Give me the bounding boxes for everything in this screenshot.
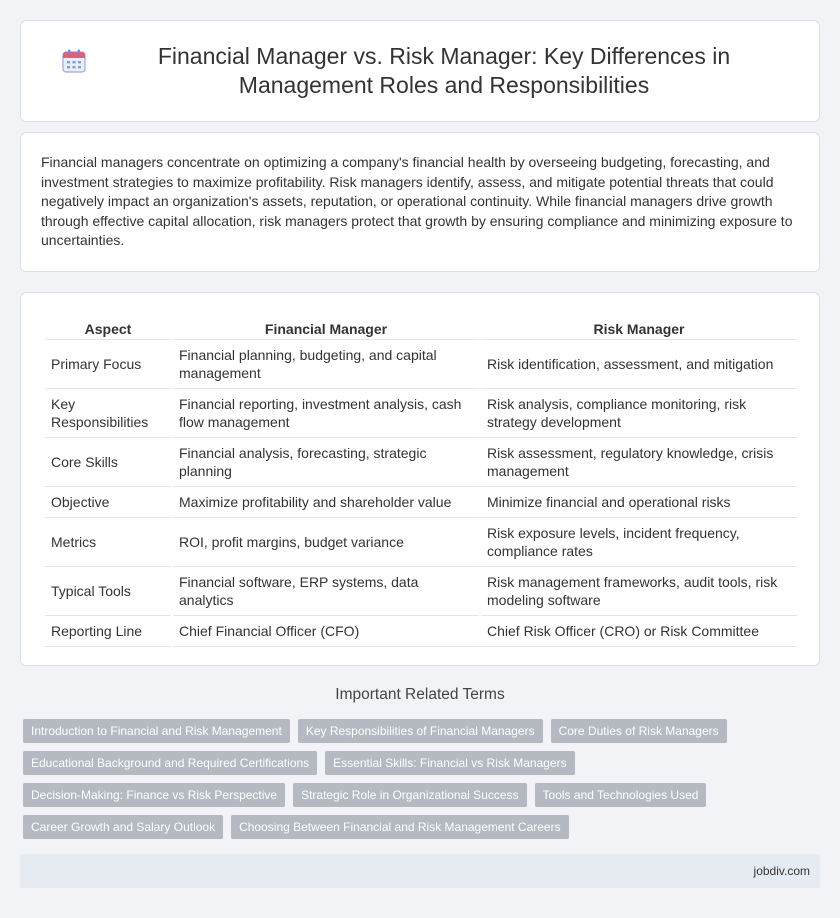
cell-financial-manager: Financial software, ERP systems, data analytics [173,567,479,616]
table-row [45,487,797,518]
tag-row [23,751,823,775]
comparison-table [43,313,799,647]
cell-risk-manager: Risk analysis, compliance monitoring, risk strategy development [481,389,797,438]
cell-risk-manager: Risk assessment, regulatory knowledge, crisis management [481,438,797,487]
cell-aspect: Objective [45,487,171,518]
header-risk-manager: Risk Manager [481,313,797,340]
related-terms-title: Important Related Terms [335,686,505,703]
related-term-tag[interactable]: Decision-Making: Finance vs Risk Perspective [23,783,285,807]
tag-row [23,783,823,807]
related-term-tag[interactable]: Introduction to Financial and Risk Management [23,719,290,743]
related-term-tag[interactable]: Choosing Between Financial and Risk Management Careers [231,815,569,839]
calendar-icon [61,48,87,74]
footer-site-link[interactable]: jobdiv.com [753,864,810,878]
intro-paragraph: Financial managers concentrate on optimizing a company's financial health by overseeing budgeting, forecasting, and investment strategies to maximize profitability. Risk managers identify, assess, and mitigate potential threats that could negatively impact an organization's assets, reputation, or operational continuity. While financial managers drive growth through effective capital allocation, risk managers protect that growth by ensuring compliance and minimizing exposure to uncertainties. [41,154,793,248]
intro-card [20,132,820,272]
cell-aspect: Primary Focus [45,340,171,389]
tag-row [23,815,823,839]
cell-risk-manager: Minimize financial and operational risks [481,487,797,518]
comparison-table-card [20,292,820,666]
table-row [45,567,797,616]
table-row [45,616,797,647]
header-card [20,20,820,122]
cell-financial-manager: Financial planning, budgeting, and capital management [173,340,479,389]
cell-risk-manager: Risk exposure levels, incident frequency, compliance rates [481,518,797,567]
cell-financial-manager: Financial analysis, forecasting, strategic planning [173,438,479,487]
cell-financial-manager: Financial reporting, investment analysis, cash flow management [173,389,479,438]
cell-risk-manager: Risk identification, assessment, and mitigation [481,340,797,389]
cell-aspect: Typical Tools [45,567,171,616]
header-financial-manager: Financial Manager [173,313,479,340]
tag-row [23,719,823,743]
page-title: Financial Manager vs. Risk Manager: Key Differences in Management Roles and Responsibilities [157,43,731,98]
related-term-tag[interactable]: Core Duties of Risk Managers [551,719,727,743]
cell-aspect: Reporting Line [45,616,171,647]
cell-risk-manager: Risk management frameworks, audit tools, risk modeling software [481,567,797,616]
cell-financial-manager: Maximize profitability and shareholder value [173,487,479,518]
table-row [45,389,797,438]
cell-aspect: Metrics [45,518,171,567]
cell-aspect: Core Skills [45,438,171,487]
cell-financial-manager: ROI, profit margins, budget variance [173,518,479,567]
related-term-tag[interactable]: Educational Background and Required Certifications [23,751,317,775]
table-row [45,518,797,567]
table-row [45,438,797,487]
related-terms-tags [23,719,823,847]
header-aspect: Aspect [45,313,171,340]
related-term-tag[interactable]: Tools and Technologies Used [535,783,707,807]
cell-aspect: Key Responsibilities [45,389,171,438]
footer [20,854,820,888]
table-header-row [45,313,797,340]
table-row [45,340,797,389]
related-term-tag[interactable]: Key Responsibilities of Financial Managers [298,719,543,743]
cell-risk-manager: Chief Risk Officer (CRO) or Risk Committee [481,616,797,647]
related-term-tag[interactable]: Career Growth and Salary Outlook [23,815,223,839]
related-term-tag[interactable]: Essential Skills: Financial vs Risk Managers [325,751,574,775]
related-term-tag[interactable]: Strategic Role in Organizational Success [293,783,526,807]
cell-financial-manager: Chief Financial Officer (CFO) [173,616,479,647]
